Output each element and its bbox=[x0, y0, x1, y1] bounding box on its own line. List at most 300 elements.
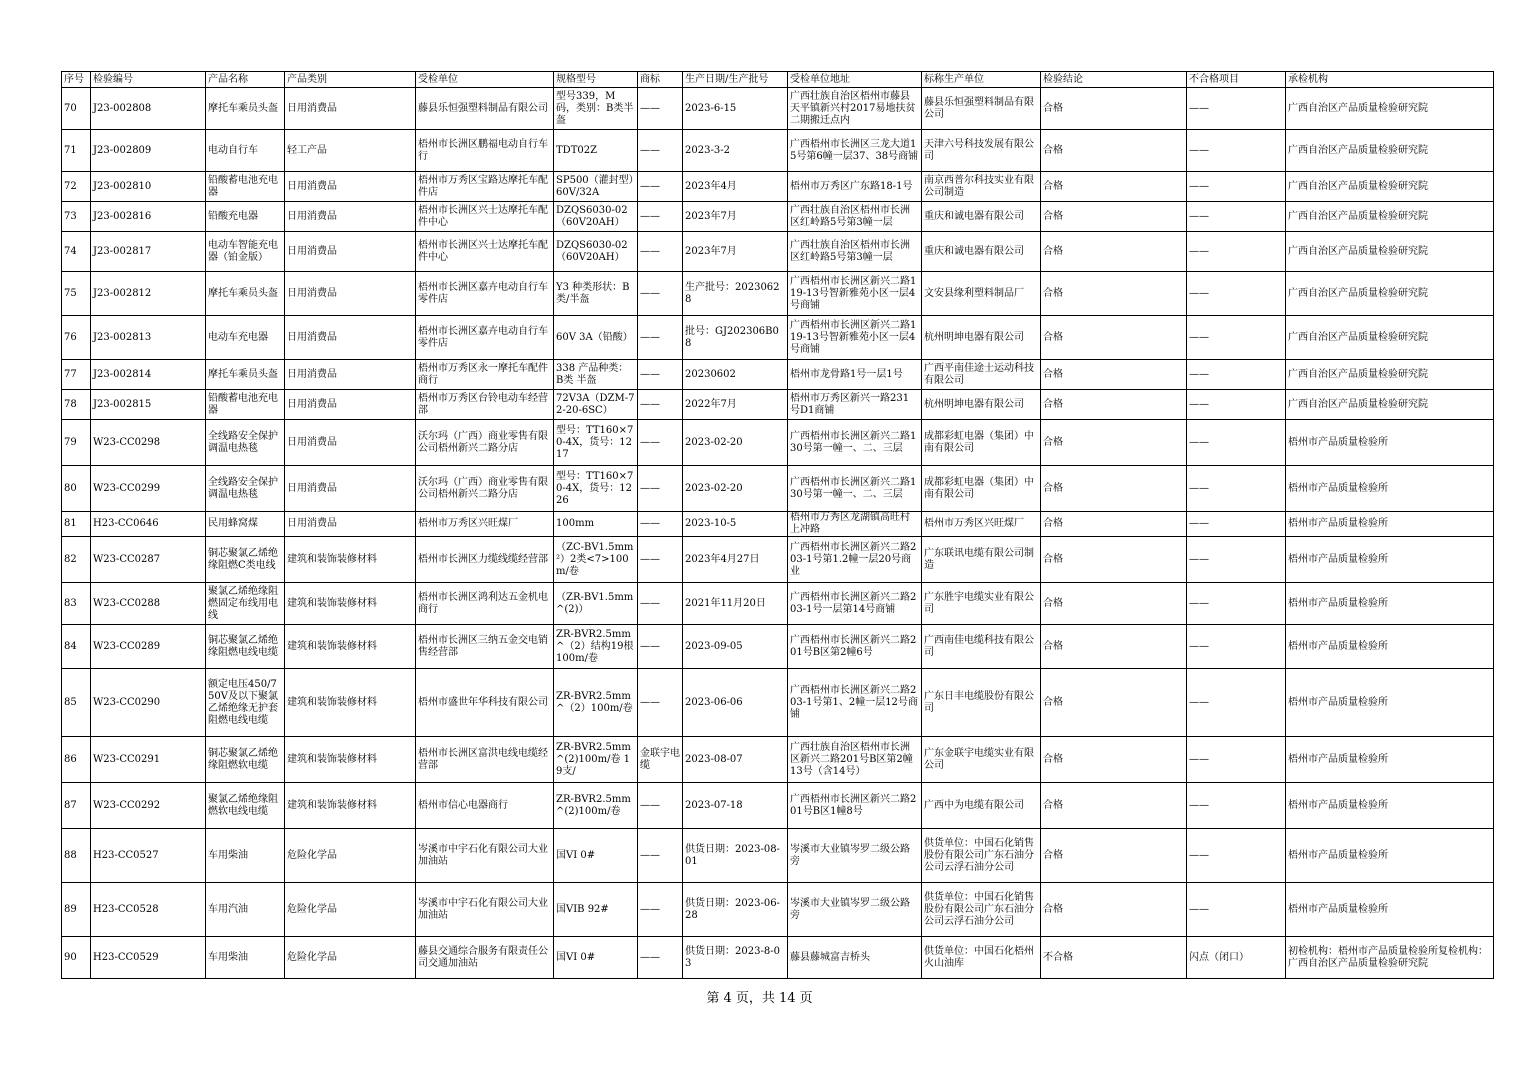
table-cell: 梧州市长洲区富洪电线电缆经营部 bbox=[416, 737, 554, 783]
table-cell: 梧州市龙骨路1号一层1号 bbox=[788, 360, 922, 390]
table-cell: 全线路安全保护调温电热毯 bbox=[206, 466, 285, 512]
table-cell: 84 bbox=[62, 625, 91, 669]
table-cell: 2022年7月 bbox=[683, 390, 788, 420]
table-cell: 车用汽油 bbox=[206, 883, 285, 937]
table-cell: Y3 种类形状：B类/半盔 bbox=[554, 272, 638, 316]
table-cell: 重庆和诚电器有限公司 bbox=[922, 232, 1041, 272]
table-cell: 75 bbox=[62, 272, 91, 316]
table-cell: 2023-3-2 bbox=[683, 130, 788, 172]
table-cell: 广西平南佳途士运动科技有限公司 bbox=[922, 360, 1041, 390]
table-cell: —— bbox=[1187, 537, 1286, 583]
table-cell: 岑溪市中宇石化有限公司大业加油站 bbox=[416, 829, 554, 883]
table-row bbox=[62, 172, 1494, 202]
table-cell: 电动车智能充电器（铂金版） bbox=[206, 232, 285, 272]
table-cell: 日用消费品 bbox=[285, 88, 416, 130]
table-cell: J23-002815 bbox=[91, 390, 206, 420]
header-cell: 规格型号 bbox=[554, 72, 638, 88]
table-cell: 摩托车乘员头盔 bbox=[206, 360, 285, 390]
table-cell: （ZC-BV1.5mm²）2类<7>100m/卷 bbox=[554, 537, 638, 583]
table-cell: 2023年4月27日 bbox=[683, 537, 788, 583]
table-cell: 梧州市长洲区鸿利达五金机电商行 bbox=[416, 583, 554, 625]
table-cell: 2023-09-05 bbox=[683, 625, 788, 669]
table-cell: 梧州市长洲区力缆线缆经营部 bbox=[416, 537, 554, 583]
table-cell: 76 bbox=[62, 316, 91, 360]
table-row bbox=[62, 466, 1494, 512]
table-cell: 文安县缘利塑料制品厂 bbox=[922, 272, 1041, 316]
table-row bbox=[62, 202, 1494, 232]
table-cell: 额定电压450/750V及以下聚氯乙烯绝缘无护套阻燃电线电缆 bbox=[206, 669, 285, 737]
table-cell: 广西壮族自治区梧州市长洲区红岭路5号第3幢一层 bbox=[788, 232, 922, 272]
table-cell: 广西自治区产品质量检验研究院 bbox=[1286, 232, 1494, 272]
table-cell: —— bbox=[638, 88, 683, 130]
table-cell: 广东胜宇电缆实业有限公司 bbox=[922, 583, 1041, 625]
table-cell: J23-002808 bbox=[91, 88, 206, 130]
table-cell: 日用消费品 bbox=[285, 360, 416, 390]
table-cell: 杭州明坤电器有限公司 bbox=[922, 390, 1041, 420]
table-cell: —— bbox=[638, 130, 683, 172]
table-cell: 广西自治区产品质量检验研究院 bbox=[1286, 130, 1494, 172]
table-cell: —— bbox=[638, 316, 683, 360]
table-cell: 铜芯聚氯乙烯绝缘阻燃电线电缆 bbox=[206, 625, 285, 669]
table-row bbox=[62, 829, 1494, 883]
table-cell: J23-002810 bbox=[91, 172, 206, 202]
table-cell: 梧州市产品质量检验所 bbox=[1286, 783, 1494, 829]
table-cell: 广东日丰电缆股份有限公司 bbox=[922, 669, 1041, 737]
table-cell: 日用消费品 bbox=[285, 202, 416, 232]
table-cell: 国VI 0# bbox=[554, 937, 638, 979]
table-cell: 广东金联宇电缆实业有限公司 bbox=[922, 737, 1041, 783]
table-cell: 广西梧州市长洲区新兴二路130号第一幢一、二、三层 bbox=[788, 466, 922, 512]
table-row bbox=[62, 130, 1494, 172]
table-cell: 不合格 bbox=[1041, 937, 1187, 979]
table-cell: 批号：GJ202306B08 bbox=[683, 316, 788, 360]
table-cell: —— bbox=[638, 390, 683, 420]
table-cell: —— bbox=[638, 937, 683, 979]
table-cell: —— bbox=[1187, 360, 1286, 390]
table-cell: 合格 bbox=[1041, 583, 1187, 625]
table-cell: 合格 bbox=[1041, 172, 1187, 202]
table-cell: 70 bbox=[62, 88, 91, 130]
table-cell: 广西梧州市长洲区新兴二路203-1号第1.2幢一层20号商业 bbox=[788, 537, 922, 583]
table-cell: 沃尔玛（广西）商业零售有限公司梧州新兴二路分店 bbox=[416, 466, 554, 512]
table-cell: 广东联讯电缆有限公司制造 bbox=[922, 537, 1041, 583]
table-cell: H23-CC0527 bbox=[91, 829, 206, 883]
table-cell: —— bbox=[1187, 466, 1286, 512]
table-cell: —— bbox=[1187, 88, 1286, 130]
table-cell: 供货单位：中国石化销售股份有限公司广东石油分公司云浮石油分公司 bbox=[922, 829, 1041, 883]
table-cell: —— bbox=[1187, 883, 1286, 937]
table-cell: 藤县乐恒强塑料制品有限公司 bbox=[922, 88, 1041, 130]
table-cell: 广西壮族自治区梧州市长洲区新兴二路201号B区第2幢13号（含14号） bbox=[788, 737, 922, 783]
table-row bbox=[62, 537, 1494, 583]
table-cell: 72 bbox=[62, 172, 91, 202]
table-cell: 合格 bbox=[1041, 625, 1187, 669]
table-cell: 成都彩虹电器（集团）中南有限公司 bbox=[922, 466, 1041, 512]
table-cell: （ZR-BV1.5mm^(2)） bbox=[554, 583, 638, 625]
table-cell: 89 bbox=[62, 883, 91, 937]
table-cell: 危险化学品 bbox=[285, 937, 416, 979]
table-cell: 聚氯乙烯绝缘阻燃固定布线用电线 bbox=[206, 583, 285, 625]
table-cell: —— bbox=[1187, 783, 1286, 829]
table-cell: —— bbox=[1187, 669, 1286, 737]
table-cell: 梧州市盛世年华科技有限公司 bbox=[416, 669, 554, 737]
table-cell: 建筑和装饰装修材料 bbox=[285, 625, 416, 669]
table-cell: 85 bbox=[62, 669, 91, 737]
table-cell: 铅酸充电器 bbox=[206, 202, 285, 232]
table-cell: 梧州市产品质量检验所 bbox=[1286, 883, 1494, 937]
table-cell: 2023年7月 bbox=[683, 232, 788, 272]
table-cell: 合格 bbox=[1041, 316, 1187, 360]
table-cell: 合格 bbox=[1041, 360, 1187, 390]
table-cell: 梧州市万秀区台铃电动车经营部 bbox=[416, 390, 554, 420]
table-cell: 广西自治区产品质量检验研究院 bbox=[1286, 172, 1494, 202]
table-cell: —— bbox=[1187, 202, 1286, 232]
table-cell: 梧州市万秀区新兴一路231号D1商铺 bbox=[788, 390, 922, 420]
table-cell: 国VIB 92# bbox=[554, 883, 638, 937]
table-cell: 77 bbox=[62, 360, 91, 390]
table-cell: 梧州市产品质量检验所 bbox=[1286, 420, 1494, 466]
table-cell: —— bbox=[1187, 737, 1286, 783]
table-cell: 338 产品种类：B类 半盔 bbox=[554, 360, 638, 390]
table-cell: 国VI 0# bbox=[554, 829, 638, 883]
table-cell: 71 bbox=[62, 130, 91, 172]
table-cell: 合格 bbox=[1041, 272, 1187, 316]
table-cell: —— bbox=[1187, 272, 1286, 316]
table-cell: W23-CC0298 bbox=[91, 420, 206, 466]
table-cell: 铜芯聚氯乙烯绝缘阻燃软电缆 bbox=[206, 737, 285, 783]
table-cell: 日用消费品 bbox=[285, 466, 416, 512]
table-cell: 供货日期：2023-06-28 bbox=[683, 883, 788, 937]
table-cell: 梧州市产品质量检验所 bbox=[1286, 537, 1494, 583]
table-cell: 日用消费品 bbox=[285, 232, 416, 272]
table-cell: W23-CC0288 bbox=[91, 583, 206, 625]
table-cell: —— bbox=[638, 583, 683, 625]
page-number: 第 4 页，共 14 页 bbox=[706, 991, 813, 1006]
table-cell: 合格 bbox=[1041, 466, 1187, 512]
table-cell: 86 bbox=[62, 737, 91, 783]
table-cell: 广西梧州市长洲区新兴二路130号第一幢一、二、三层 bbox=[788, 420, 922, 466]
table-cell: 合格 bbox=[1041, 829, 1187, 883]
table-cell: —— bbox=[638, 420, 683, 466]
table-cell: 铅酸蓄电池充电器 bbox=[206, 172, 285, 202]
table-cell: W23-CC0291 bbox=[91, 737, 206, 783]
table-cell: 80 bbox=[62, 466, 91, 512]
table-cell: 电动自行车 bbox=[206, 130, 285, 172]
table-cell: 车用柴油 bbox=[206, 937, 285, 979]
table-cell: 日用消费品 bbox=[285, 172, 416, 202]
table-cell: 型号339，M码，类别：B类半盔 bbox=[554, 88, 638, 130]
table-cell: J23-002813 bbox=[91, 316, 206, 360]
table-row bbox=[62, 883, 1494, 937]
table-cell: —— bbox=[638, 202, 683, 232]
table-cell: —— bbox=[1187, 390, 1286, 420]
table-cell: 2023年4月 bbox=[683, 172, 788, 202]
header-cell: 生产日期/生产批号 bbox=[683, 72, 788, 88]
table-cell: 建筑和装饰装修材料 bbox=[285, 783, 416, 829]
table-cell: 铅酸蓄电池充电器 bbox=[206, 390, 285, 420]
header-cell: 产品名称 bbox=[206, 72, 285, 88]
table-cell: 78 bbox=[62, 390, 91, 420]
table-cell: 岑溪市大业镇岑罗二级公路旁 bbox=[788, 829, 922, 883]
table-cell: 梧州市产品质量检验所 bbox=[1286, 583, 1494, 625]
table-cell: 梧州市产品质量检验所 bbox=[1286, 829, 1494, 883]
table-cell: TDT02Z bbox=[554, 130, 638, 172]
table-row bbox=[62, 272, 1494, 316]
table-cell: 建筑和装饰装修材料 bbox=[285, 737, 416, 783]
table-row bbox=[62, 737, 1494, 783]
table-cell: 合格 bbox=[1041, 232, 1187, 272]
table-cell: 72V3A（DZM-72-20-6SC） bbox=[554, 390, 638, 420]
table-cell: DZQS6030-02（60V20AH） bbox=[554, 232, 638, 272]
table-cell: 2021年11月20日 bbox=[683, 583, 788, 625]
table-cell: 广西梧州市长洲区新兴二路119-13号智新雅苑小区一层4号商铺 bbox=[788, 272, 922, 316]
table-cell: 梧州市长洲区兴士达摩托车配件中心 bbox=[416, 232, 554, 272]
table-cell: —— bbox=[638, 172, 683, 202]
table-cell: 广西南佳电缆科技有限公司 bbox=[922, 625, 1041, 669]
table-cell: 88 bbox=[62, 829, 91, 883]
table-cell: 天津六号科技发展有限公司 bbox=[922, 130, 1041, 172]
table-row bbox=[62, 360, 1494, 390]
table-cell: 日用消费品 bbox=[285, 316, 416, 360]
table-cell: J23-002814 bbox=[91, 360, 206, 390]
table-cell: ZR-BVR2.5mm^(2)100m/卷 bbox=[554, 783, 638, 829]
table-cell: 合格 bbox=[1041, 420, 1187, 466]
table-cell: 建筑和装饰装修材料 bbox=[285, 669, 416, 737]
table-cell: 成都彩虹电器（集团）中南有限公司 bbox=[922, 420, 1041, 466]
table-cell: 2023-07-18 bbox=[683, 783, 788, 829]
table-cell: 90 bbox=[62, 937, 91, 979]
table-cell: 广西自治区产品质量检验研究院 bbox=[1286, 202, 1494, 232]
table-cell: 梧州市产品质量检验所 bbox=[1286, 737, 1494, 783]
table-cell: 供货单位：中国石化销售股份有限公司广东石油分公司云浮石油分公司 bbox=[922, 883, 1041, 937]
table-cell: —— bbox=[638, 272, 683, 316]
table-cell: ZR-BVR2.5mm^（2）结构19根100m/卷 bbox=[554, 625, 638, 669]
table-cell: ZR-BVR2.5mm^(2)100m/卷 19支/ bbox=[554, 737, 638, 783]
table-cell: 供货日期：2023-8-03 bbox=[683, 937, 788, 979]
table-cell: 2023-08-07 bbox=[683, 737, 788, 783]
table-cell: 梧州市长洲区兴士达摩托车配件中心 bbox=[416, 202, 554, 232]
table-cell: 100mm bbox=[554, 512, 638, 537]
table-cell: —— bbox=[638, 537, 683, 583]
table-cell: 广西自治区产品质量检验研究院 bbox=[1286, 390, 1494, 420]
table-cell: H23-CC0529 bbox=[91, 937, 206, 979]
table-cell: 广西梧州市长洲区新兴二路203-1号一层第14号商铺 bbox=[788, 583, 922, 625]
table-cell: 型号：TT160×70-4X，货号：1226 bbox=[554, 466, 638, 512]
table-cell: 广西中为电缆有限公司 bbox=[922, 783, 1041, 829]
table-cell: 建筑和装饰装修材料 bbox=[285, 537, 416, 583]
table-cell: 型号：TT160×70-4X，货号：1217 bbox=[554, 420, 638, 466]
table-cell: 2023-10-5 bbox=[683, 512, 788, 537]
header-cell: 检验编号 bbox=[91, 72, 206, 88]
table-cell: —— bbox=[1187, 316, 1286, 360]
header-cell: 检验结论 bbox=[1041, 72, 1187, 88]
table-cell: 生产批号：20230628 bbox=[683, 272, 788, 316]
table-cell: —— bbox=[1187, 625, 1286, 669]
table-cell: 梧州市长洲区嘉卉电动自行车零件店 bbox=[416, 316, 554, 360]
table-cell: 杭州明坤电器有限公司 bbox=[922, 316, 1041, 360]
table-cell: —— bbox=[638, 232, 683, 272]
table-row bbox=[62, 783, 1494, 829]
table-cell: —— bbox=[1187, 512, 1286, 537]
header-cell: 受检单位 bbox=[416, 72, 554, 88]
table-cell: 摩托车乘员头盔 bbox=[206, 272, 285, 316]
table-cell: —— bbox=[638, 466, 683, 512]
table-cell: J23-002817 bbox=[91, 232, 206, 272]
table-row bbox=[62, 937, 1494, 979]
table-cell: 危险化学品 bbox=[285, 883, 416, 937]
table-cell: 金联宇电缆 bbox=[638, 737, 683, 783]
table-cell: —— bbox=[1187, 583, 1286, 625]
table-cell: 梧州市万秀区龙湖镇高旺村上冲路 bbox=[788, 512, 922, 537]
table-cell: SP500（灌封型）60V/32A bbox=[554, 172, 638, 202]
table-cell: 梧州市万秀区广东路18-1号 bbox=[788, 172, 922, 202]
table-cell: 广西自治区产品质量检验研究院 bbox=[1286, 272, 1494, 316]
table-cell: 60V 3A（铅酸） bbox=[554, 316, 638, 360]
table-cell: 摩托车乘员头盔 bbox=[206, 88, 285, 130]
table-cell: 广西自治区产品质量检验研究院 bbox=[1286, 360, 1494, 390]
header-cell: 产品类别 bbox=[285, 72, 416, 88]
table-row bbox=[62, 669, 1494, 737]
table-cell: 闪点（闭口） bbox=[1187, 937, 1286, 979]
table-cell: 2023-02-20 bbox=[683, 420, 788, 466]
table-cell: W23-CC0299 bbox=[91, 466, 206, 512]
table-cell: 合格 bbox=[1041, 130, 1187, 172]
table-cell: 广西壮族自治区梧州市长洲区红岭路5号第3幢一层 bbox=[788, 202, 922, 232]
table-cell: —— bbox=[1187, 130, 1286, 172]
table-cell: 建筑和装饰装修材料 bbox=[285, 583, 416, 625]
table-cell: 74 bbox=[62, 232, 91, 272]
table-cell: 日用消费品 bbox=[285, 420, 416, 466]
table-cell: 沃尔玛（广西）商业零售有限公司梧州新兴二路分店 bbox=[416, 420, 554, 466]
table-cell: 供货单位：中国石化梧州火山油库 bbox=[922, 937, 1041, 979]
table-cell: 日用消费品 bbox=[285, 512, 416, 537]
table-row bbox=[62, 88, 1494, 130]
table-cell: 2023-06-06 bbox=[683, 669, 788, 737]
table-cell: 梧州市产品质量检验所 bbox=[1286, 669, 1494, 737]
table-cell: 合格 bbox=[1041, 88, 1187, 130]
table-cell: 2023-02-20 bbox=[683, 466, 788, 512]
table-row bbox=[62, 232, 1494, 272]
table-cell: 梧州市万秀区宝路达摩托车配件店 bbox=[416, 172, 554, 202]
table-header-row bbox=[62, 72, 1494, 88]
table-cell: W23-CC0290 bbox=[91, 669, 206, 737]
table-cell: 梧州市万秀区永一摩托车配件商行 bbox=[416, 360, 554, 390]
table-cell: 广西壮族自治区梧州市藤县天平镇新兴村2017易地扶贫二期搬迁点内 bbox=[788, 88, 922, 130]
table-cell: 2023-6-15 bbox=[683, 88, 788, 130]
table-cell: —— bbox=[638, 883, 683, 937]
table-cell: W23-CC0292 bbox=[91, 783, 206, 829]
table-cell: 广西梧州市长洲区三龙大道15号第6幢一层37、38号商铺 bbox=[788, 130, 922, 172]
table-cell: —— bbox=[638, 360, 683, 390]
table-cell: 梧州市产品质量检验所 bbox=[1286, 512, 1494, 537]
table-cell: 梧州市万秀区兴旺煤厂 bbox=[922, 512, 1041, 537]
inspection-results-table bbox=[61, 71, 1494, 979]
table-cell: —— bbox=[638, 625, 683, 669]
header-cell: 标称生产单位 bbox=[922, 72, 1041, 88]
table-cell: J23-002809 bbox=[91, 130, 206, 172]
table-row bbox=[62, 390, 1494, 420]
table-cell: —— bbox=[638, 783, 683, 829]
header-cell: 承检机构 bbox=[1286, 72, 1494, 88]
table-row bbox=[62, 316, 1494, 360]
table-cell: J23-002816 bbox=[91, 202, 206, 232]
table-cell: 铜芯聚氯乙烯绝缘阻燃C类电线 bbox=[206, 537, 285, 583]
header-cell: 序号 bbox=[62, 72, 91, 88]
table-cell: —— bbox=[1187, 829, 1286, 883]
table-cell: 合格 bbox=[1041, 669, 1187, 737]
table-cell: 梧州市信心电器商行 bbox=[416, 783, 554, 829]
table-cell: 广西梧州市长洲区新兴二路203-1号第1、2幢一层12号商铺 bbox=[788, 669, 922, 737]
table-cell: 合格 bbox=[1041, 783, 1187, 829]
table-cell: DZQS6030-02（60V20AH） bbox=[554, 202, 638, 232]
table-cell: 危险化学品 bbox=[285, 829, 416, 883]
table-cell: 梧州市长洲区嘉卉电动自行车零件店 bbox=[416, 272, 554, 316]
table-cell: 合格 bbox=[1041, 737, 1187, 783]
table-row bbox=[62, 583, 1494, 625]
table-cell: 梧州市万秀区兴旺煤厂 bbox=[416, 512, 554, 537]
table-cell: 梧州市长洲区鹏福电动自行车行 bbox=[416, 130, 554, 172]
table-cell: 岑溪市中宇石化有限公司大业加油站 bbox=[416, 883, 554, 937]
table-cell: 81 bbox=[62, 512, 91, 537]
header-cell: 受检单位地址 bbox=[788, 72, 922, 88]
table-cell: 电动车充电器 bbox=[206, 316, 285, 360]
table-cell: —— bbox=[1187, 172, 1286, 202]
table-cell: W23-CC0287 bbox=[91, 537, 206, 583]
table-cell: J23-002812 bbox=[91, 272, 206, 316]
table-cell: —— bbox=[638, 669, 683, 737]
table-cell: 合格 bbox=[1041, 390, 1187, 420]
table-cell: 合格 bbox=[1041, 883, 1187, 937]
table-cell: 82 bbox=[62, 537, 91, 583]
table-cell: 藤县乐恒强塑料制品有限公司 bbox=[416, 88, 554, 130]
table-cell: 岑溪市大业镇岑罗二级公路旁 bbox=[788, 883, 922, 937]
table-cell: 87 bbox=[62, 783, 91, 829]
table-cell: 藤县藤城富吉桥头 bbox=[788, 937, 922, 979]
header-cell: 不合格项目 bbox=[1187, 72, 1286, 88]
table-cell: 广西自治区产品质量检验研究院 bbox=[1286, 316, 1494, 360]
table-row bbox=[62, 420, 1494, 466]
table-cell: 供货日期：2023-08-01 bbox=[683, 829, 788, 883]
table-cell: 民用蜂窝煤 bbox=[206, 512, 285, 537]
table-cell: —— bbox=[1187, 420, 1286, 466]
table-cell: —— bbox=[638, 829, 683, 883]
table-cell: 轻工产品 bbox=[285, 130, 416, 172]
table-cell: 合格 bbox=[1041, 512, 1187, 537]
table-cell: H23-CC0646 bbox=[91, 512, 206, 537]
table-cell: 2023年7月 bbox=[683, 202, 788, 232]
table-cell: —— bbox=[638, 512, 683, 537]
table-cell: 南京西普尔科技实业有限公司制造 bbox=[922, 172, 1041, 202]
table-cell: 日用消费品 bbox=[285, 390, 416, 420]
table-cell: 车用柴油 bbox=[206, 829, 285, 883]
table-cell: 20230602 bbox=[683, 360, 788, 390]
table-cell: ZR-BVR2.5mm^（2）100m/卷 bbox=[554, 669, 638, 737]
table-cell: H23-CC0528 bbox=[91, 883, 206, 937]
table-cell: 聚氯乙烯绝缘阻燃软电线电缆 bbox=[206, 783, 285, 829]
table-cell: 合格 bbox=[1041, 202, 1187, 232]
table-cell: 重庆和诚电器有限公司 bbox=[922, 202, 1041, 232]
table-cell: 日用消费品 bbox=[285, 272, 416, 316]
table-cell: 广西梧州市长洲区新兴二路201号B区第2幢6号 bbox=[788, 625, 922, 669]
table-cell: 广西梧州市长洲区新兴二路119-13号智新雅苑小区一层4号商铺 bbox=[788, 316, 922, 360]
table-cell: 梧州市长洲区三纳五金交电销售经营部 bbox=[416, 625, 554, 669]
table-cell: 全线路安全保护调温电热毯 bbox=[206, 420, 285, 466]
table-cell: 合格 bbox=[1041, 537, 1187, 583]
table-cell: 梧州市产品质量检验所 bbox=[1286, 466, 1494, 512]
table-cell: 83 bbox=[62, 583, 91, 625]
table-cell: 初检机构：梧州市产品质量检验所复检机构：广西自治区产品质量检验研究院 bbox=[1286, 937, 1494, 979]
table-cell: 梧州市产品质量检验所 bbox=[1286, 625, 1494, 669]
